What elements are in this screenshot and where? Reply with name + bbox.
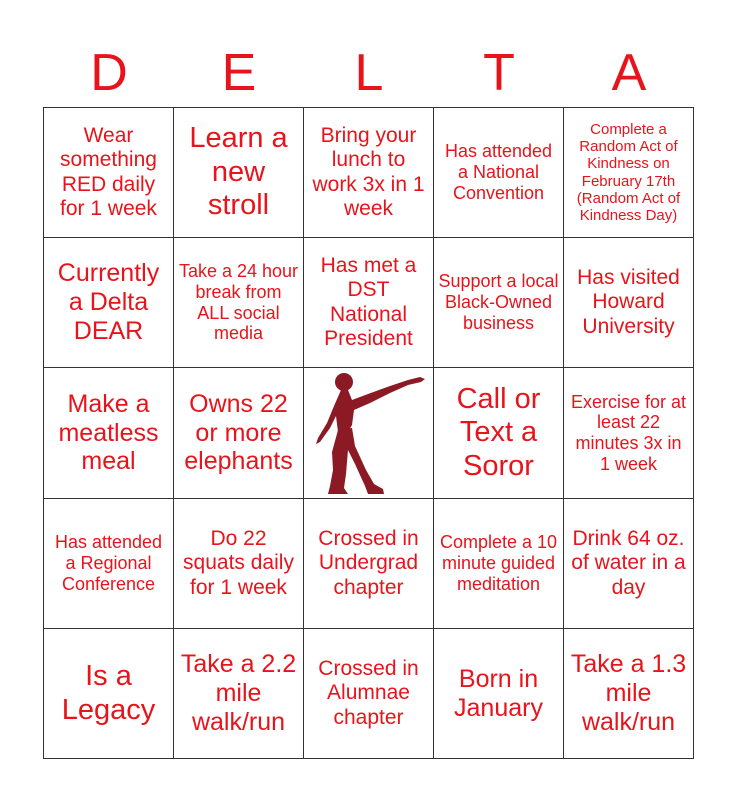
- bingo-cell[interactable]: Call or Text a Soror: [434, 368, 564, 499]
- bingo-cell[interactable]: Complete a 10 minute guided meditation: [434, 499, 564, 629]
- bingo-cell[interactable]: Has attended a Regional Conference: [44, 499, 174, 629]
- bingo-cell[interactable]: Complete a Random Act of Kindness on February 17th (Random Act of Kindness Day): [564, 108, 694, 238]
- bingo-cell[interactable]: Is a Legacy: [44, 629, 174, 759]
- header-letter-d: D: [90, 44, 128, 102]
- bingo-cell[interactable]: Learn a new stroll: [174, 108, 304, 238]
- bingo-cell[interactable]: Support a local Black-Owned business: [434, 238, 564, 368]
- bingo-cell[interactable]: Born in January: [434, 629, 564, 759]
- board-row-5: [44, 629, 694, 759]
- free-space-cell[interactable]: [304, 368, 434, 499]
- dancer-silhouette-icon: [308, 370, 432, 496]
- bingo-board: [43, 107, 694, 759]
- bingo-cell[interactable]: Take a 24 hour break from ALL social media: [174, 238, 304, 368]
- bingo-cell[interactable]: Exercise for at least 22 minutes 3x in 1 week: [564, 368, 694, 499]
- bingo-cell[interactable]: Make a meatless meal: [44, 368, 174, 499]
- bingo-cell[interactable]: Drink 64 oz. of water in a day: [564, 499, 694, 629]
- board-row-4: [44, 499, 694, 629]
- bingo-cell[interactable]: Wear something RED daily for 1 week: [44, 108, 174, 238]
- bingo-cell[interactable]: Crossed in Alumnae chapter: [304, 629, 434, 759]
- board-row-2: [44, 238, 694, 368]
- header-letter-t: T: [483, 44, 515, 102]
- header-letter-a: A: [611, 44, 647, 102]
- bingo-cell[interactable]: Take a 2.2 mile walk/run: [174, 629, 304, 759]
- bingo-cell[interactable]: Has visited Howard University: [564, 238, 694, 368]
- bingo-cell[interactable]: Currently a Delta DEAR: [44, 238, 174, 368]
- bingo-cell[interactable]: Has attended a National Convention: [434, 108, 564, 238]
- header-letter-l: L: [354, 44, 384, 102]
- board-row-3: [44, 368, 694, 499]
- bingo-header: [44, 40, 694, 106]
- header-letter-e: E: [221, 44, 257, 102]
- bingo-cell[interactable]: Has met a DST National President: [304, 238, 434, 368]
- bingo-cell[interactable]: Do 22 squats daily for 1 week: [174, 499, 304, 629]
- bingo-cell[interactable]: Crossed in Undergrad chapter: [304, 499, 434, 629]
- bingo-cell[interactable]: Owns 22 or more elephants: [174, 368, 304, 499]
- bingo-cell[interactable]: Bring your lunch to work 3x in 1 week: [304, 108, 434, 238]
- bingo-cell[interactable]: Take a 1.3 mile walk/run: [564, 629, 694, 759]
- board-row-1: [44, 108, 694, 238]
